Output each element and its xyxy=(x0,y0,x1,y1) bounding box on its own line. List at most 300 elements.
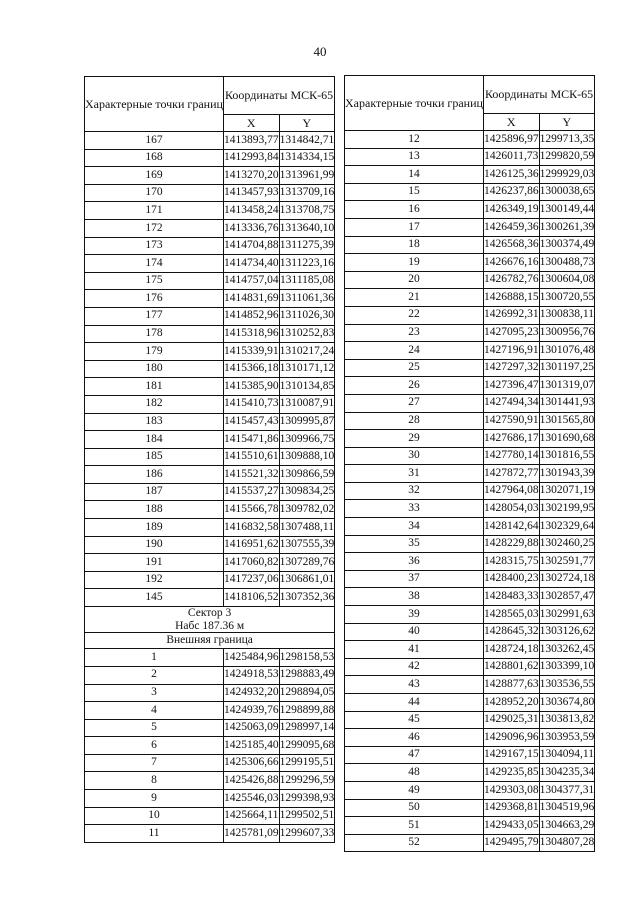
x-value: 1427964,08 xyxy=(483,482,539,500)
table-row xyxy=(85,237,335,255)
x-value: 1429025,31 xyxy=(483,711,539,729)
table-row xyxy=(345,518,595,536)
table-row xyxy=(85,554,335,572)
x-value: 1424939,76 xyxy=(223,702,279,720)
table-row xyxy=(85,272,335,290)
y-value: 1310171,12 xyxy=(279,360,335,378)
point-number: 33 xyxy=(345,500,484,518)
x-value: 1427780,14 xyxy=(483,447,539,465)
table-row xyxy=(85,448,335,466)
x-value: 1426459,36 xyxy=(483,218,539,236)
x-value: 1429303,08 xyxy=(483,781,539,799)
table-row xyxy=(85,649,335,667)
y-value: 1303953,59 xyxy=(539,729,595,747)
table-row xyxy=(85,483,335,501)
table-row xyxy=(345,606,595,624)
table-row xyxy=(85,666,335,684)
table-row xyxy=(345,799,595,817)
y-value: 1301816,55 xyxy=(539,447,595,465)
y-value: 1298894,05 xyxy=(279,684,335,702)
y-value: 1300956,76 xyxy=(539,324,595,342)
table-row xyxy=(345,658,595,676)
point-number: 176 xyxy=(85,290,224,308)
x-value: 1428952,20 xyxy=(483,694,539,712)
y-value: 1313961,99 xyxy=(279,167,335,185)
point-number: 188 xyxy=(85,501,224,519)
x-value: 1416951,62 xyxy=(223,536,279,554)
x-value: 1428400,23 xyxy=(483,570,539,588)
point-number: 27 xyxy=(345,394,484,412)
y-value: 1307289,76 xyxy=(279,554,335,572)
x-value: 1428142,64 xyxy=(483,518,539,536)
y-value: 1299296,59 xyxy=(279,772,335,790)
x-value: 1424932,20 xyxy=(223,684,279,702)
x-value: 1426568,36 xyxy=(483,236,539,254)
table-row xyxy=(345,623,595,641)
table-row xyxy=(345,694,595,712)
x-value: 1429433,05 xyxy=(483,817,539,835)
point-number: 187 xyxy=(85,483,224,501)
table-row xyxy=(85,754,335,772)
point-number: 169 xyxy=(85,167,224,185)
table-row xyxy=(345,377,595,395)
table-row xyxy=(345,324,595,342)
page-number: 40 xyxy=(313,44,327,59)
x-value: 1427872,77 xyxy=(483,465,539,483)
table-row xyxy=(345,183,595,201)
x-value: 1426888,15 xyxy=(483,289,539,307)
x-value: 1415339,91 xyxy=(223,343,279,361)
table-row xyxy=(85,807,335,825)
point-number: 42 xyxy=(345,658,484,676)
x-value: 1418106,52 xyxy=(223,589,279,607)
y-value: 1302724,18 xyxy=(539,570,595,588)
point-number: 13 xyxy=(345,148,484,166)
left-bottom-rows xyxy=(85,649,335,843)
x-value: 1417060,82 xyxy=(223,554,279,572)
point-number: 173 xyxy=(85,237,224,255)
point-number: 48 xyxy=(345,764,484,782)
point-number: 183 xyxy=(85,413,224,431)
table-row xyxy=(345,746,595,764)
point-number: 6 xyxy=(85,737,224,755)
point-number: 50 xyxy=(345,799,484,817)
y-value: 1304807,28 xyxy=(539,834,595,852)
right-rows xyxy=(345,131,595,852)
point-number: 38 xyxy=(345,588,484,606)
y-value: 1301076,48 xyxy=(539,342,595,360)
y-value: 1300149,44 xyxy=(539,201,595,219)
y-value: 1301441,93 xyxy=(539,394,595,412)
point-number: 17 xyxy=(345,218,484,236)
table-row xyxy=(85,360,335,378)
points-header: Характерные точки границ xyxy=(85,77,224,132)
point-number: 21 xyxy=(345,289,484,307)
table-row xyxy=(345,342,595,360)
y-value: 1304377,31 xyxy=(539,781,595,799)
table-row xyxy=(85,790,335,808)
y-value: 1300604,08 xyxy=(539,271,595,289)
x-value: 1428054,03 xyxy=(483,500,539,518)
point-number: 179 xyxy=(85,343,224,361)
point-number: 23 xyxy=(345,324,484,342)
table-row xyxy=(345,236,595,254)
y-value: 1311061,36 xyxy=(279,290,335,308)
y-value: 1300038,65 xyxy=(539,183,595,201)
x-value: 1425664,11 xyxy=(223,807,279,825)
point-number: 18 xyxy=(345,236,484,254)
y-value: 1307488,11 xyxy=(279,519,335,537)
x-value: 1425063,09 xyxy=(223,719,279,737)
y-value: 1301690,68 xyxy=(539,430,595,448)
point-number: 12 xyxy=(345,131,484,149)
point-number: 16 xyxy=(345,201,484,219)
x-value: 1427196,91 xyxy=(483,342,539,360)
points-header: Характерные точки границ xyxy=(345,76,484,131)
table-row xyxy=(345,412,595,430)
table-row xyxy=(85,571,335,589)
point-number: 41 xyxy=(345,641,484,659)
y-header: Y xyxy=(539,114,595,131)
table-row xyxy=(345,834,595,852)
table-row xyxy=(85,536,335,554)
point-number: 174 xyxy=(85,255,224,273)
table-row xyxy=(345,430,595,448)
sector-block xyxy=(85,607,335,649)
table-row xyxy=(85,589,335,607)
y-value: 1302071,19 xyxy=(539,482,595,500)
x-value: 1413336,76 xyxy=(223,219,279,237)
point-number: 184 xyxy=(85,431,224,449)
y-value: 1300374,49 xyxy=(539,236,595,254)
x-header: X xyxy=(223,115,279,132)
point-number: 39 xyxy=(345,606,484,624)
table-row xyxy=(85,378,335,396)
x-value: 1415366,18 xyxy=(223,360,279,378)
y-value: 1300488,73 xyxy=(539,254,595,272)
table-row xyxy=(85,431,335,449)
x-value: 1428229,88 xyxy=(483,535,539,553)
point-number: 4 xyxy=(85,702,224,720)
x-value: 1414704,88 xyxy=(223,237,279,255)
point-number: 190 xyxy=(85,536,224,554)
y-value: 1307352,36 xyxy=(279,589,335,607)
y-value: 1299095,68 xyxy=(279,737,335,755)
y-value: 1299398,93 xyxy=(279,790,335,808)
x-value: 1429235,85 xyxy=(483,764,539,782)
table-row xyxy=(85,219,335,237)
table-row xyxy=(85,307,335,325)
x-value: 1426782,76 xyxy=(483,271,539,289)
x-value: 1426992,31 xyxy=(483,306,539,324)
point-number: 10 xyxy=(85,807,224,825)
point-number: 11 xyxy=(85,825,224,843)
x-value: 1428483,33 xyxy=(483,588,539,606)
point-number: 14 xyxy=(345,166,484,184)
point-number: 45 xyxy=(345,711,484,729)
point-number: 28 xyxy=(345,412,484,430)
table-row xyxy=(85,501,335,519)
table-row xyxy=(345,271,595,289)
point-number: 175 xyxy=(85,272,224,290)
coordinates-table-right xyxy=(344,75,595,852)
x-value: 1415521,32 xyxy=(223,466,279,484)
point-number: 29 xyxy=(345,430,484,448)
point-number: 24 xyxy=(345,342,484,360)
y-value: 1311026,30 xyxy=(279,307,335,325)
x-value: 1414757,04 xyxy=(223,272,279,290)
x-value: 1413893,77 xyxy=(223,132,279,150)
y-value: 1310087,91 xyxy=(279,395,335,413)
point-number: 189 xyxy=(85,519,224,537)
table-row xyxy=(85,290,335,308)
x-value: 1429495,79 xyxy=(483,834,539,852)
y-value: 1300261,39 xyxy=(539,218,595,236)
coords-header: Координаты МСК-65 xyxy=(483,76,594,114)
point-number: 172 xyxy=(85,219,224,237)
table-row xyxy=(345,500,595,518)
x-value: 1427494,34 xyxy=(483,394,539,412)
y-value: 1310217,24 xyxy=(279,343,335,361)
table-row xyxy=(345,781,595,799)
point-number: 9 xyxy=(85,790,224,808)
table-row xyxy=(345,359,595,377)
x-value: 1427590,91 xyxy=(483,412,539,430)
point-number: 177 xyxy=(85,307,224,325)
point-number: 3 xyxy=(85,684,224,702)
x-value: 1427095,23 xyxy=(483,324,539,342)
y-value: 1303674,80 xyxy=(539,694,595,712)
table-row xyxy=(345,254,595,272)
y-value: 1298899,88 xyxy=(279,702,335,720)
table-row xyxy=(345,553,595,571)
table-row xyxy=(345,817,595,835)
point-number: 1 xyxy=(85,649,224,667)
y-value: 1302991,63 xyxy=(539,606,595,624)
x-value: 1415457,43 xyxy=(223,413,279,431)
y-value: 1304235,34 xyxy=(539,764,595,782)
table-row xyxy=(345,570,595,588)
y-value: 1301565,80 xyxy=(539,412,595,430)
table-row xyxy=(345,676,595,694)
y-value: 1309834,25 xyxy=(279,483,335,501)
table-row xyxy=(85,255,335,273)
table-row xyxy=(85,466,335,484)
point-number: 46 xyxy=(345,729,484,747)
table-row xyxy=(85,184,335,202)
table-row xyxy=(345,131,595,149)
y-value: 1309782,02 xyxy=(279,501,335,519)
point-number: 19 xyxy=(345,254,484,272)
table-row xyxy=(85,202,335,220)
x-value: 1415537,27 xyxy=(223,483,279,501)
x-value: 1427297,32 xyxy=(483,359,539,377)
y-value: 1309866,59 xyxy=(279,466,335,484)
point-number: 34 xyxy=(345,518,484,536)
x-value: 1415318,96 xyxy=(223,325,279,343)
point-number: 36 xyxy=(345,553,484,571)
y-value: 1301197,25 xyxy=(539,359,595,377)
point-number: 192 xyxy=(85,571,224,589)
y-value: 1306861,01 xyxy=(279,571,335,589)
point-number: 49 xyxy=(345,781,484,799)
y-value: 1299713,35 xyxy=(539,131,595,149)
point-number: 7 xyxy=(85,754,224,772)
y-value: 1301943,39 xyxy=(539,465,595,483)
point-number: 35 xyxy=(345,535,484,553)
point-number: 8 xyxy=(85,772,224,790)
table-row xyxy=(85,413,335,431)
x-value: 1426676,16 xyxy=(483,254,539,272)
x-value: 1429096,96 xyxy=(483,729,539,747)
y-value: 1299929,03 xyxy=(539,166,595,184)
point-number: 31 xyxy=(345,465,484,483)
table-row xyxy=(85,825,335,843)
coordinates-table-left xyxy=(84,76,335,843)
table-row xyxy=(345,764,595,782)
point-number: 47 xyxy=(345,746,484,764)
y-header: Y xyxy=(279,115,335,132)
y-value: 1300838,11 xyxy=(539,306,595,324)
x-value: 1415385,90 xyxy=(223,378,279,396)
table-row xyxy=(345,218,595,236)
point-number: 180 xyxy=(85,360,224,378)
y-value: 1299820,59 xyxy=(539,148,595,166)
point-number: 168 xyxy=(85,149,224,167)
x-value: 1427686,17 xyxy=(483,430,539,448)
y-value: 1314842,71 xyxy=(279,132,335,150)
table-row xyxy=(345,166,595,184)
point-number: 40 xyxy=(345,623,484,641)
x-value: 1428645,32 xyxy=(483,623,539,641)
x-value: 1426125,36 xyxy=(483,166,539,184)
y-value: 1298883,49 xyxy=(279,666,335,684)
x-value: 1415566,78 xyxy=(223,501,279,519)
point-number: 26 xyxy=(345,377,484,395)
table-row xyxy=(85,343,335,361)
table-row xyxy=(85,737,335,755)
point-number: 5 xyxy=(85,719,224,737)
x-value: 1414831,69 xyxy=(223,290,279,308)
x-value: 1412993,84 xyxy=(223,149,279,167)
y-value: 1309888,10 xyxy=(279,448,335,466)
table-row xyxy=(85,167,335,185)
coords-header: Координаты МСК-65 xyxy=(223,77,334,115)
x-value: 1424918,53 xyxy=(223,666,279,684)
point-number: 170 xyxy=(85,184,224,202)
table-row xyxy=(85,149,335,167)
x-value: 1425546,03 xyxy=(223,790,279,808)
x-value: 1425306,66 xyxy=(223,754,279,772)
table-row xyxy=(345,711,595,729)
x-value: 1428801,62 xyxy=(483,658,539,676)
point-number: 37 xyxy=(345,570,484,588)
x-value: 1428877,63 xyxy=(483,676,539,694)
y-value: 1302857,47 xyxy=(539,588,595,606)
y-value: 1299195,51 xyxy=(279,754,335,772)
x-value: 1426237,86 xyxy=(483,183,539,201)
table-row xyxy=(85,519,335,537)
point-number: 167 xyxy=(85,132,224,150)
y-value: 1302199,95 xyxy=(539,500,595,518)
table-row xyxy=(345,306,595,324)
y-value: 1313708,75 xyxy=(279,202,335,220)
point-number: 25 xyxy=(345,359,484,377)
y-value: 1302460,25 xyxy=(539,535,595,553)
table-row xyxy=(85,772,335,790)
table-row xyxy=(345,447,595,465)
point-number: 32 xyxy=(345,482,484,500)
x-value: 1416832,58 xyxy=(223,519,279,537)
y-value: 1303399,10 xyxy=(539,658,595,676)
y-value: 1313709,16 xyxy=(279,184,335,202)
table-row xyxy=(345,482,595,500)
point-number: 178 xyxy=(85,325,224,343)
x-value: 1413457,93 xyxy=(223,184,279,202)
boundary-title: Внешняя граница xyxy=(85,633,335,649)
y-value: 1303262,45 xyxy=(539,641,595,659)
point-number: 15 xyxy=(345,183,484,201)
table-row xyxy=(85,702,335,720)
x-value: 1415510,61 xyxy=(223,448,279,466)
point-number: 20 xyxy=(345,271,484,289)
sector-title xyxy=(85,607,335,633)
y-value: 1304519,96 xyxy=(539,799,595,817)
table-row xyxy=(85,719,335,737)
table-row xyxy=(345,729,595,747)
table-row xyxy=(85,395,335,413)
y-value: 1310134,85 xyxy=(279,378,335,396)
x-value: 1413270,20 xyxy=(223,167,279,185)
table-row xyxy=(345,148,595,166)
y-value: 1303536,55 xyxy=(539,676,595,694)
point-number: 44 xyxy=(345,694,484,712)
table-row xyxy=(345,465,595,483)
sector-height: Набс 187.36 м xyxy=(175,619,245,632)
x-value: 1425484,96 xyxy=(223,649,279,667)
y-value: 1298158,53 xyxy=(279,649,335,667)
y-value: 1303126,62 xyxy=(539,623,595,641)
x-value: 1429368,81 xyxy=(483,799,539,817)
x-value: 1425781,09 xyxy=(223,825,279,843)
table-row xyxy=(345,535,595,553)
x-value: 1415471,86 xyxy=(223,431,279,449)
y-value: 1309995,87 xyxy=(279,413,335,431)
x-value: 1429167,15 xyxy=(483,746,539,764)
x-value: 1414852,96 xyxy=(223,307,279,325)
y-value: 1298997,14 xyxy=(279,719,335,737)
point-number: 191 xyxy=(85,554,224,572)
x-value: 1428565,03 xyxy=(483,606,539,624)
point-number: 43 xyxy=(345,676,484,694)
table-row xyxy=(345,641,595,659)
y-value: 1307555,39 xyxy=(279,536,335,554)
point-number: 185 xyxy=(85,448,224,466)
y-value: 1309966,75 xyxy=(279,431,335,449)
x-value: 1425426,88 xyxy=(223,772,279,790)
point-number: 2 xyxy=(85,666,224,684)
point-number: 22 xyxy=(345,306,484,324)
left-top-rows xyxy=(85,132,335,607)
x-value: 1428724,18 xyxy=(483,641,539,659)
sector-name: Сектор 3 xyxy=(187,607,232,620)
y-value: 1304094,11 xyxy=(539,746,595,764)
x-value: 1415410,73 xyxy=(223,395,279,413)
table-row xyxy=(345,394,595,412)
y-value: 1313640,10 xyxy=(279,219,335,237)
y-value: 1303813,82 xyxy=(539,711,595,729)
point-number: 171 xyxy=(85,202,224,220)
